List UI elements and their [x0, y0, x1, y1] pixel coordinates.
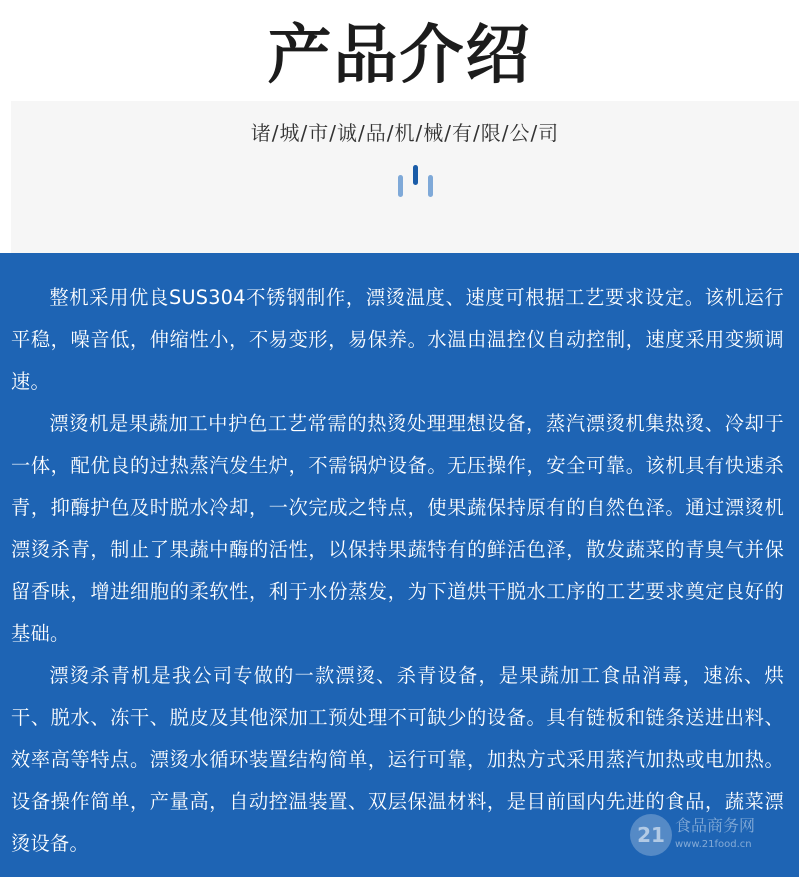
watermark [630, 812, 790, 862]
page-title: 产品介绍 [267, 19, 532, 93]
paragraph-2: 漂烫机是果蔬加工中护色工艺常需的热烫处理理想设备，蒸汽漂烫机集热烫、冷却于一体，配优良的过热蒸汽发生炉，不需锅炉设备。无压操作，安全可靠。该机具有快速杀青，抑酶护色及时脱水冷却，一次完成之特点，使果蔬保持原有的自然色泽。通过漂烫机漂烫杀青，制止了果蔬中酶的活性，以保持果蔬特有的鲜活色泽，散发蔬菜的青臭气并保留香味，增进细胞的柔软性，利于水份蒸发，为下道烘干脱水工序的工艺要求奠定良好的基础。 [11, 412, 784, 645]
bars-decoration-icon [396, 165, 436, 205]
description-text [11, 277, 784, 865]
watermark-name: 食品商务网 [675, 816, 756, 835]
deco-bar-center [413, 165, 418, 185]
watermark-logo-icon: 21 [630, 814, 672, 856]
watermark-url: www.21food.cn [675, 839, 752, 850]
deco-bar-left [398, 175, 403, 197]
company-name: 诸/城/市/诚/品/机/械/有/限/公/司 [250, 121, 560, 145]
company-banner [11, 101, 799, 253]
paragraph-3: 漂烫杀青机是我公司专做的一款漂烫、杀青设备，是果蔬加工食品消毒，速冻、烘干、脱水、冻干、脱皮及其他深加工预处理不可缺少的设备。具有链板和链条送进出料、效率高等特点。漂烫水循环装置结构简单，运行可靠，加热方式采用蒸汽加热或电加热。设备操作简单，产量高，自动控温装置、双层保温材料，是目前国内先进的食品，蔬菜漂烫设备。 [11, 664, 784, 855]
deco-bar-right [428, 175, 433, 197]
description-panel [0, 253, 799, 877]
paragraph-1: 整机采用优良SUS304不锈钢制作，漂烫温度、速度可根据工艺要求设定。该机运行平稳，噪音低，伸缩性小，不易变形，易保养。水温由温控仪自动控制，速度采用变频调速。 [11, 286, 784, 393]
